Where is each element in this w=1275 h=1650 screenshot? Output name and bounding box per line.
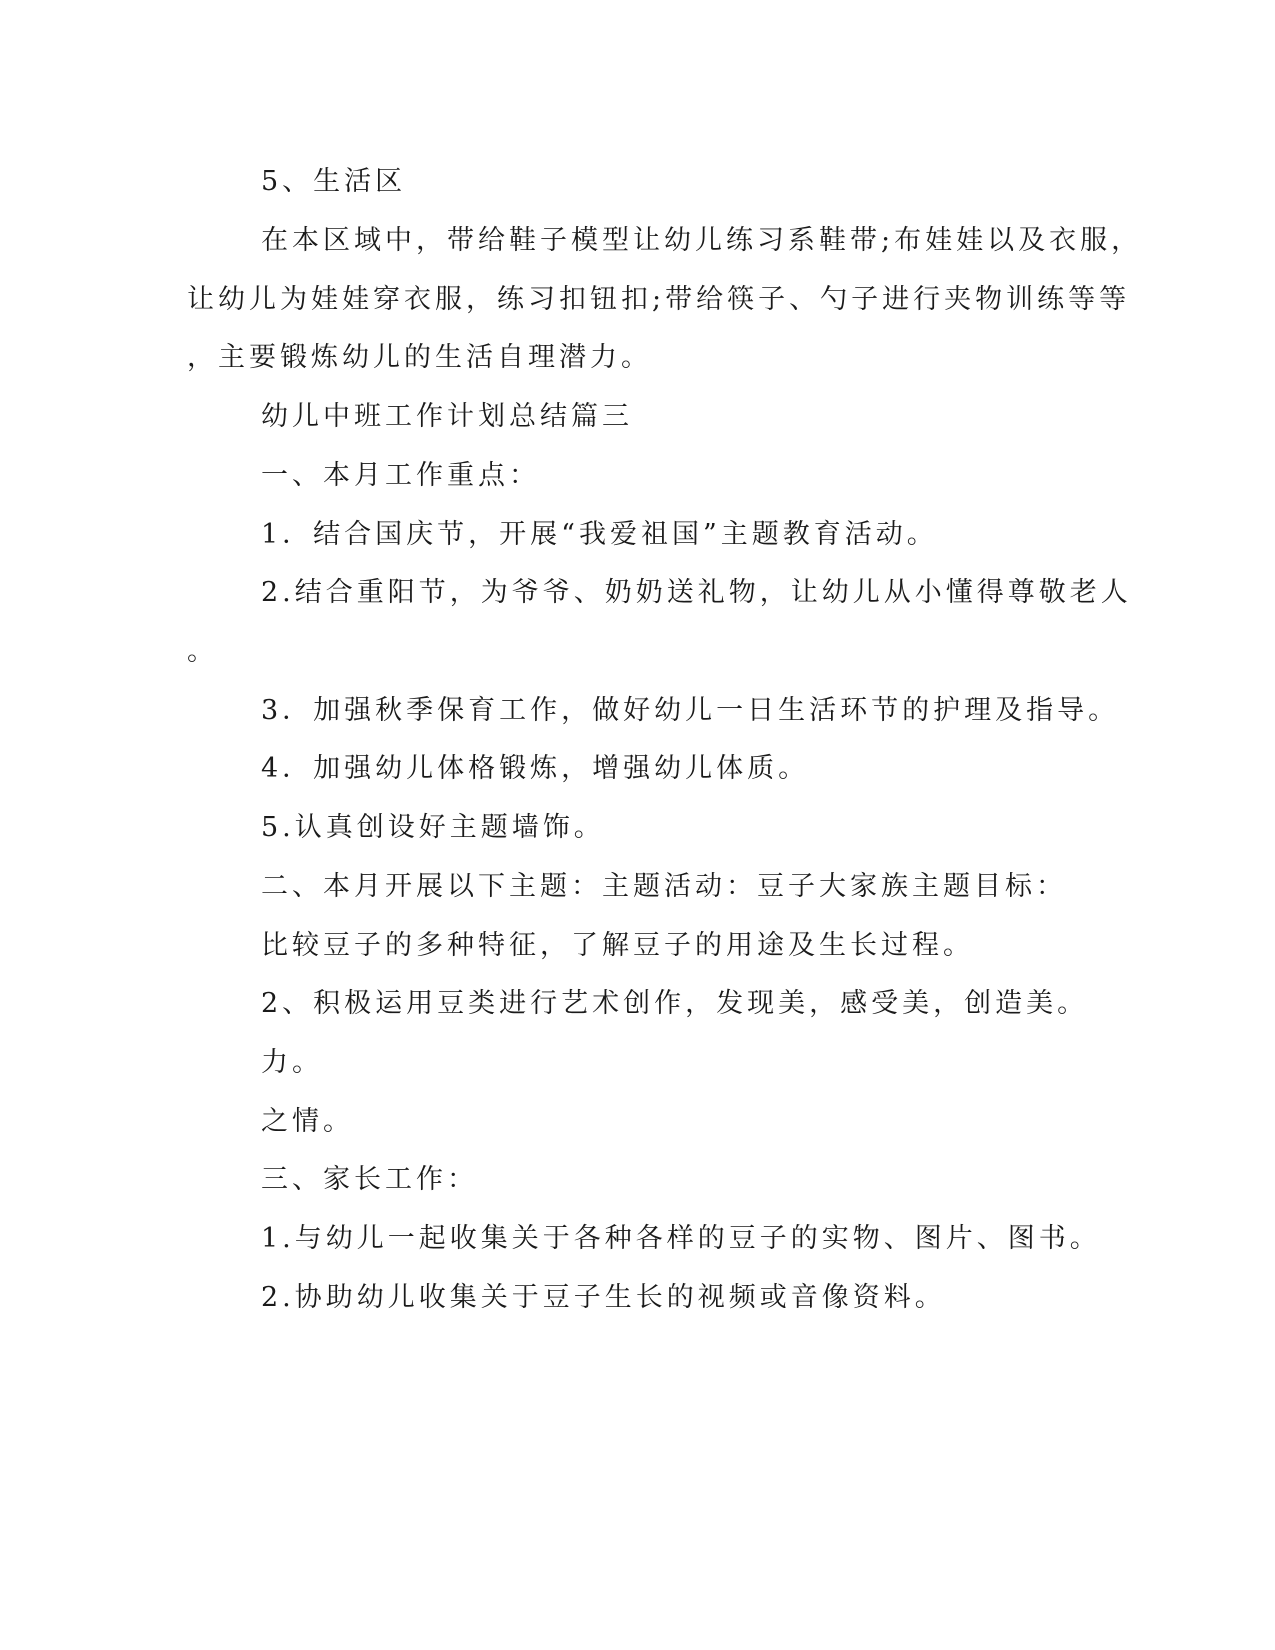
article-title: 幼儿中班工作计划总结篇三 — [261, 401, 633, 432]
paragraph-line: ，主要锻炼幼儿的生活自理潜力。 — [187, 342, 652, 373]
list-item: 4．加强幼儿体格锻炼，增强幼儿体质。 — [261, 753, 810, 784]
list-item: 1．结合国庆节，开展“我爱祖国”主题教育活动。 — [261, 519, 938, 550]
section-heading-living-area: 5、生活区 — [261, 166, 407, 197]
paragraph-line: 比较豆子的多种特征，了解豆子的用途及生长过程。 — [261, 930, 974, 961]
list-item: 3．加强秋季保育工作，做好幼儿一日生活环节的护理及指导。 — [261, 695, 1120, 726]
list-item: 5.认真创设好主题墙饰。 — [261, 812, 605, 843]
list-item: 2.结合重阳节，为爷爷、奶奶送礼物，让幼儿从小懂得尊敬老人 — [261, 577, 1132, 608]
list-item: 2、积极运用豆类进行艺术创作，发现美，感受美，创造美。 — [261, 988, 1089, 1019]
list-item: 2.协助幼儿收集关于豆子生长的视频或音像资料。 — [261, 1282, 946, 1313]
section-heading-parent-work: 三、家长工作： — [261, 1164, 478, 1195]
paragraph-line: 力。 — [261, 1047, 323, 1078]
list-item-continuation: 。 — [187, 636, 218, 667]
list-item: 1.与幼儿一起收集关于各种各样的豆子的实物、图片、图书。 — [261, 1223, 1101, 1254]
paragraph-line: 之情。 — [261, 1106, 354, 1137]
section-heading-monthly-focus: 一、本月工作重点： — [261, 460, 540, 491]
paragraph-line: 在本区域中，带给鞋子模型让幼儿练习系鞋带;布娃娃以及衣服， — [261, 225, 1143, 256]
paragraph-line: 让幼儿为娃娃穿衣服，练习扣钮扣;带给筷子、勺子进行夹物训练等等 — [187, 284, 1131, 315]
section-heading-themes: 二、本月开展以下主题：主题活动：豆子大家族主题目标： — [261, 871, 1067, 902]
